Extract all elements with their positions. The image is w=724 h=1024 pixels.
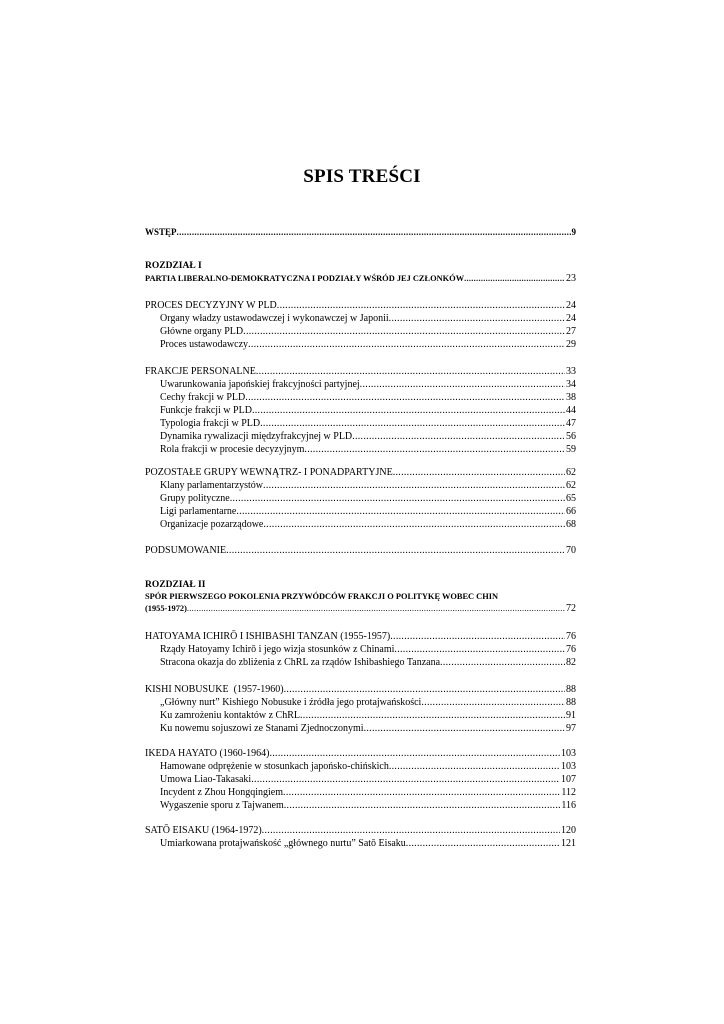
toc-subentry[interactable]	[160, 480, 576, 492]
toc-entry-label: WSTĘP	[145, 227, 177, 237]
toc-leader	[236, 506, 565, 518]
toc-subentry[interactable]	[160, 326, 576, 338]
toc-entry-label: KISHI NOBUSUKE (1957-1960)	[145, 684, 284, 695]
toc-leader	[300, 710, 565, 722]
toc-leader	[256, 366, 565, 378]
toc-leader	[440, 657, 565, 669]
toc-page-number: 88	[566, 684, 576, 695]
toc-leader	[464, 273, 565, 285]
toc-page-number: 121	[561, 838, 576, 849]
toc-leader	[263, 519, 565, 531]
toc-leader	[390, 631, 565, 643]
toc-page-number: 97	[566, 723, 576, 734]
chapter-1-title[interactable]	[145, 273, 576, 285]
toc-entry-label: Ku zamrożeniu kontaktów z ChRL	[160, 710, 300, 721]
toc-page-number: 33	[566, 366, 576, 377]
toc-entry-label: FRAKCJE PERSONALNE	[145, 366, 256, 377]
toc-leader	[277, 300, 565, 312]
toc-section-3[interactable]	[145, 467, 576, 479]
toc-page-number: 29	[566, 339, 576, 350]
toc-page-number: 65	[566, 493, 576, 504]
toc-subentry[interactable]	[160, 723, 576, 735]
toc-page-number: 23	[566, 273, 576, 284]
toc-entry-label: PROCES DECYZYJNY W PLD	[145, 300, 277, 311]
toc-entry-label: Ku nowemu sojuszowi ze Stanami Zjednoczonymi	[160, 723, 364, 734]
toc-leader	[245, 392, 565, 404]
toc-leader	[394, 644, 565, 656]
toc-subentry[interactable]	[160, 405, 576, 417]
toc-entry-label: Incydent z Zhou Hongqingiem	[160, 787, 284, 798]
toc-entry-label: Uwarunkowania japońskiej frakcyjności partyjnej	[160, 379, 360, 390]
toc-entry-label: PODSUMOWANIE	[145, 545, 227, 556]
toc-entry-label: Rządy Hatoyamy Ichirō i jego wizja stosunków z Chinami	[160, 644, 395, 655]
toc-subentry[interactable]	[160, 418, 576, 430]
toc-leader	[226, 545, 565, 557]
toc-entry-label: Ligi parlamentarne	[160, 506, 237, 517]
toc-subentry[interactable]	[160, 644, 576, 656]
toc-leader	[389, 313, 565, 325]
toc-page-number: 116	[561, 800, 576, 811]
toc-subentry[interactable]	[160, 444, 576, 456]
page-title: SPIS TREŚCI	[303, 166, 421, 187]
chapter-2-title-line1: SPÓR PIERWSZEGO POKOLENIA PRZYWÓDCÓW FRAKCJI O POLITYKĘ WOBEC CHIN	[145, 592, 499, 601]
chapter-2-title[interactable]	[145, 603, 576, 615]
chapter-1-heading: ROZDZIAŁ I	[145, 261, 202, 271]
toc-entry-label: Cechy frakcji w PLD	[160, 392, 246, 403]
toc-entry-label: SATŌ EISAKU (1964-1972)	[145, 825, 262, 836]
toc-page-number: 59	[566, 444, 576, 455]
toc-subentry[interactable]	[160, 800, 576, 812]
toc-leader	[283, 787, 560, 799]
toc-page-number: 112	[561, 787, 576, 798]
toc-entry-label: POZOSTAŁE GRUPY WEWNĄTRZ- I PONADPARTYJNE	[145, 467, 393, 478]
toc-page-number: 24	[566, 313, 576, 324]
toc-page-number: 24	[566, 300, 576, 311]
toc-entry-label: Główne organy PLD	[160, 326, 244, 337]
toc-page-number: 88	[566, 697, 576, 708]
toc-leader	[364, 723, 565, 735]
toc-leader	[187, 603, 565, 615]
toc-entry-label: (1955-1972)	[145, 604, 187, 613]
toc-entry-label: Organizacje pozarządowe	[160, 519, 264, 530]
toc-section-4[interactable]	[145, 545, 576, 557]
toc-page-number: 34	[566, 379, 576, 390]
toc-page-number: 44	[566, 405, 576, 416]
toc-subentry[interactable]	[160, 519, 576, 531]
toc-entry-label: PARTIA LIBERALNO-DEMOKRATYCZNA I PODZIAŁY WŚRÓD JEJ CZŁONKÓW	[145, 274, 465, 283]
toc-subentry[interactable]	[160, 493, 576, 505]
toc-subentry[interactable]	[160, 339, 576, 351]
toc-leader	[421, 697, 565, 709]
toc-section-1[interactable]	[145, 300, 576, 312]
toc-entry-label: HATOYAMA ICHIRŌ I ISHIBASHI TANZAN (1955-1957)	[145, 631, 391, 642]
toc-page-number: 62	[566, 467, 576, 478]
toc-leader	[260, 418, 565, 430]
toc-page-number: 76	[566, 631, 576, 642]
toc-subentry[interactable]	[160, 787, 576, 799]
toc-leader	[263, 480, 565, 492]
toc-leader	[360, 379, 565, 391]
toc-entry-label: Funkcje frakcji w PLD	[160, 405, 252, 416]
toc-section-2[interactable]	[145, 366, 576, 378]
table-of-contents	[145, 0, 576, 1024]
toc-leader	[406, 838, 560, 850]
toc-entry-label: Proces ustawodawczy	[160, 339, 249, 350]
toc-subentry[interactable]	[160, 313, 576, 325]
toc-subentry[interactable]	[160, 838, 576, 850]
toc-entry-label: Stracona okazja do zbliżenia z ChRL za rządów Ishibashiego Tanzana	[160, 657, 441, 668]
toc-leader	[284, 800, 561, 812]
toc-entry-label: IKEDA HAYATO (1960-1964)	[145, 748, 270, 759]
toc-page-number: 66	[566, 506, 576, 517]
toc-leader	[284, 684, 565, 696]
toc-subentry[interactable]	[160, 379, 576, 391]
toc-page-number: 62	[566, 480, 576, 491]
toc-page-number: 76	[566, 644, 576, 655]
toc-subentry[interactable]	[160, 506, 576, 518]
toc-section-8[interactable]	[145, 825, 576, 837]
toc-entry-intro[interactable]	[145, 226, 576, 238]
toc-page-number: 56	[566, 431, 576, 442]
toc-leader	[230, 493, 565, 505]
toc-page-number: 91	[566, 710, 576, 721]
toc-page-number: 82	[566, 657, 576, 668]
toc-leader	[243, 326, 565, 338]
toc-entry-label: Rola frakcji w procesie decyzyjnym	[160, 444, 305, 455]
toc-entry-label: Grupy polityczne	[160, 493, 230, 504]
toc-subentry[interactable]	[160, 657, 576, 669]
toc-entry-label: Organy władzy ustawodawczej i wykonawczej w Japonii	[160, 313, 389, 324]
toc-subentry[interactable]	[160, 697, 576, 709]
toc-section-6[interactable]	[145, 684, 576, 696]
toc-page-number: 70	[566, 545, 576, 556]
toc-page-number: 38	[566, 392, 576, 403]
toc-leader	[262, 825, 560, 837]
toc-leader	[304, 444, 565, 456]
toc-entry-label: Hamowane odprężenie w stosunkach japońsko-chińskich	[160, 761, 389, 772]
toc-entry-label: Dynamika rywalizacji międzyfrakcyjnej w PLD	[160, 431, 353, 442]
toc-page-number: 47	[566, 418, 576, 429]
toc-leader	[177, 226, 571, 238]
toc-subentry[interactable]	[160, 761, 576, 773]
toc-subentry[interactable]	[160, 392, 576, 404]
toc-section-5[interactable]	[145, 631, 576, 643]
chapter-2-heading: ROZDZIAŁ II	[145, 580, 206, 590]
toc-page-number: 68	[566, 519, 576, 530]
toc-page-number: 27	[566, 326, 576, 337]
toc-entry-label: Klany parlamentarzystów	[160, 480, 264, 491]
toc-page-number: 9	[571, 227, 576, 237]
toc-page-number: 72	[566, 603, 576, 614]
toc-leader	[393, 467, 565, 479]
toc-page-number: 103	[561, 761, 576, 772]
toc-leader	[248, 339, 565, 351]
toc-page-number: 107	[561, 774, 576, 785]
toc-page-number: 103	[561, 748, 576, 759]
toc-subentry[interactable]	[160, 710, 576, 722]
toc-leader	[252, 405, 565, 417]
toc-section-7[interactable]	[145, 748, 576, 760]
toc-subentry[interactable]	[160, 431, 576, 443]
toc-page-number: 120	[561, 825, 576, 836]
toc-leader	[269, 748, 560, 760]
toc-leader	[251, 774, 560, 786]
toc-leader	[352, 431, 565, 443]
toc-entry-label: Umowa Liao-Takasaki	[160, 774, 252, 785]
toc-entry-label: „Główny nurt” Kishiego Nobusuke i źródła jego protajwańskości	[160, 697, 422, 708]
toc-leader	[389, 761, 560, 773]
toc-entry-label: Umiarkowana protajwańskość „głównego nurtu” Satō Eisaku	[160, 838, 406, 849]
toc-entry-label: Wygaszenie sporu z Tajwanem	[160, 800, 284, 811]
toc-entry-label: Typologia frakcji w PLD	[160, 418, 261, 429]
toc-subentry[interactable]	[160, 774, 576, 786]
